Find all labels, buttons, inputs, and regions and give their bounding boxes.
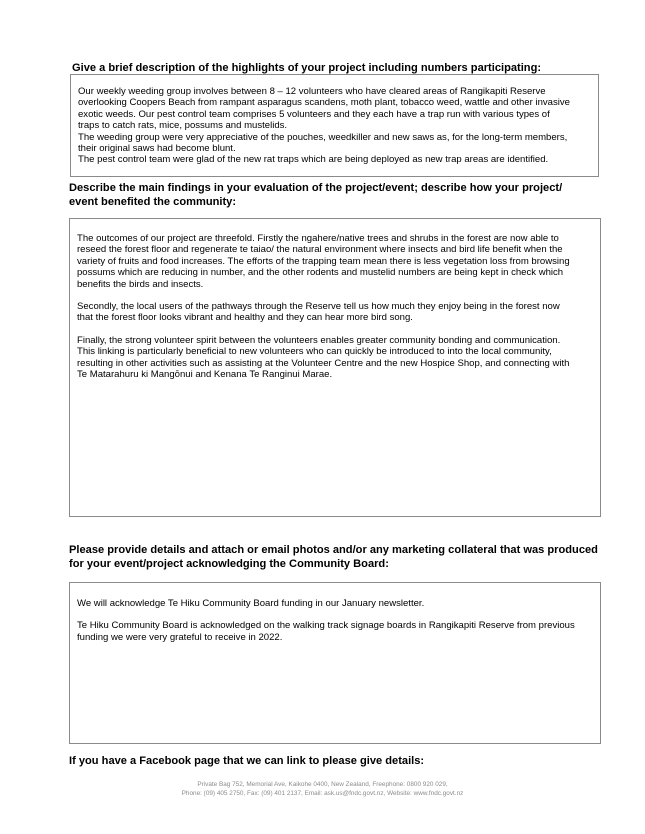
highlights-line: The pest control team were glad of the new rat traps which are being deployed as new trap areas are identified. bbox=[78, 154, 549, 166]
findings-heading bbox=[69, 182, 562, 209]
findings-paragraph-2 bbox=[77, 301, 600, 324]
highlights-line: The weeding group were very appreciative of the pouches, weedkiller and new saws as, for the long-term members, bbox=[78, 131, 568, 143]
footer-contact: Phone: (09) 405 2750, Fax: (09) 401 2137, Email: ask.us@fndc.govt.nz, Website: www.fndc.govt.nz bbox=[181, 790, 464, 797]
highlights-heading-text: Give a brief description of the highlights of your project including numbers participating: bbox=[72, 62, 542, 74]
findings-line: Finally, the strong volunteer spirit between the volunteers enables greater community bonding and communication. bbox=[77, 334, 561, 346]
findings-line: that the forest floor looks vibrant and healthy and they can hear more bird song. bbox=[77, 312, 413, 324]
highlights-line: their original saws had become blunt. bbox=[78, 143, 236, 155]
findings-paragraph-1 bbox=[77, 233, 600, 290]
acknowledgement-paragraph-2 bbox=[77, 620, 600, 643]
facebook-heading-text: If you have a Facebook page that we can link to please give details: bbox=[69, 755, 425, 767]
acknowledgement-heading-line: Please provide details and attach or email photos and/or any marketing collateral that was produced bbox=[69, 544, 598, 556]
findings-line: Te Matarahuru ki Mangōnui and Kenana Te Ranginui Marae. bbox=[77, 369, 333, 381]
findings-paragraph-3 bbox=[77, 335, 600, 381]
findings-line: variety of fruits and food increases. The efforts of the trapping team mean there is less vegetation loss from browsing bbox=[77, 255, 570, 267]
acknowledgement-line: We will acknowledge Te Hiku Community Board funding in our January newsletter. bbox=[77, 598, 425, 609]
acknowledgement-heading bbox=[69, 544, 598, 571]
findings-line: Secondly, the local users of the pathways through the Reserve tell us how much they enjoy being in the forest now bbox=[77, 301, 560, 313]
page-footer bbox=[0, 780, 645, 798]
findings-line: benefits the birds and insects. bbox=[77, 278, 204, 290]
acknowledgement-text-box[interactable] bbox=[69, 582, 601, 744]
acknowledgement-line: Te Hiku Community Board is acknowledged on the walking track signage boards in Rangikapiti Reserve from previous bbox=[77, 620, 575, 632]
findings-line: possums which are reducing in number, and the other rodents and mustelid numbers are being kept in check which bbox=[77, 267, 564, 279]
acknowledgement-line: funding we were very grateful to receive in 2022. bbox=[77, 631, 283, 643]
facebook-heading bbox=[69, 755, 424, 769]
highlights-line: traps to catch rats, mice, possums and mustelids. bbox=[78, 120, 288, 132]
findings-line: reseed the forest floor and regenerate te taiao/ the natural environment where insects and bird life benefit when the bbox=[77, 244, 563, 256]
acknowledgement-heading-line: for your event/project acknowledging the Community Board: bbox=[69, 557, 389, 570]
findings-text-box[interactable] bbox=[69, 218, 601, 517]
footer-address: Private Bag 752, Memorial Ave, Kaikohe 0400, New Zealand, Freephone: 0800 920 029, bbox=[197, 781, 448, 788]
highlights-line: overlooking Coopers Beach from rampant asparagus scandens, moth plant, tobacco weed, wattle and other invasive bbox=[78, 97, 570, 109]
highlights-line: exotic weeds. Our pest control team comprises 5 volunteers and they each have a trap run with various types of bbox=[78, 108, 550, 120]
findings-heading-line: event benefited the community: bbox=[69, 195, 237, 208]
acknowledgement-paragraph-1 bbox=[77, 598, 600, 609]
highlights-text-box[interactable] bbox=[70, 74, 599, 177]
findings-line: The outcomes of our project are threefold. Firstly the ngahere/native trees and shrubs in the forest are now able to bbox=[77, 233, 559, 244]
findings-heading-line: Describe the main findings in your evaluation of the project/event; describe how your project/ bbox=[69, 182, 563, 194]
findings-line: This linking is particularly beneficial to new volunteers who can quickly be introduced to into the local community, bbox=[77, 346, 552, 358]
highlights-line: Our weekly weeding group involves between 8 – 12 volunteers who have cleared areas of Rangikapiti Reserve bbox=[78, 86, 546, 97]
highlights-paragraph bbox=[78, 86, 598, 166]
findings-line: resulting in other activities such as assisting at the Volunteer Centre and the new Hospice Shop, and connecting with bbox=[77, 357, 570, 369]
